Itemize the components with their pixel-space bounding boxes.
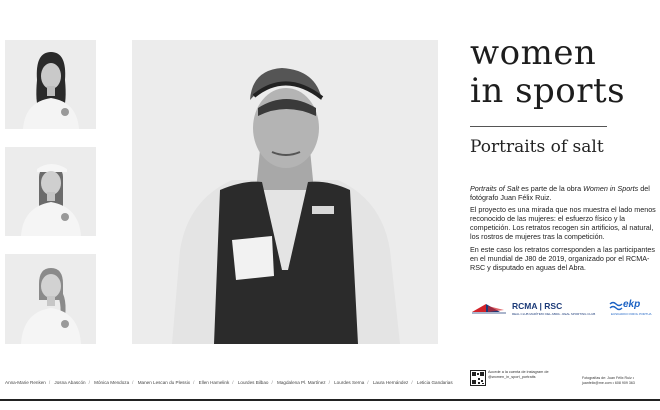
name-separator: / xyxy=(232,380,234,385)
photo-credits: Fotografías de: Juan Félix Ruiz • juanfelix@me.com • 608 909 363 xyxy=(582,376,635,385)
athlete-name: Laura Hernández xyxy=(372,380,409,385)
description-paragraph-2: El proyecto es una mirada que nos muestra el lado menos reconocido de las mujeres: el esfuerzo físico y la competición. Los retratos recogen sin artificios, al natural, los rostros de mujeres tras la competición. xyxy=(470,205,656,242)
ekp-logo-subtext: EUSKADIKO KIROL PORTUA xyxy=(611,312,652,316)
bottom-border xyxy=(0,399,660,401)
portrait-thumbnail-1 xyxy=(5,40,96,129)
description-text xyxy=(470,184,656,275)
description-paragraph-3: En este caso los retratos corresponden a las participantes en el mundial de J80 de 2019, organizado por el RCMA-RSC y disputado en aguas del Abra. xyxy=(470,244,655,272)
name-separator: / xyxy=(271,380,273,385)
name-separator: / xyxy=(48,380,51,385)
project-name: Portraits of Salt xyxy=(470,184,520,193)
qr-code-icon xyxy=(471,371,485,385)
waves-icon xyxy=(609,300,623,312)
description-paragraph-1 xyxy=(470,184,656,202)
instagram-link-text: Accede a la cuenta de instagram de @women_in_sport_portraits xyxy=(488,370,549,379)
rcma-logo-subtext: REAL CLUB MARÍTIMO DEL ABRA - REAL SPORTING CLUB xyxy=(512,312,596,316)
page-title xyxy=(470,34,650,110)
athlete-name: Josna Abascón xyxy=(54,380,86,385)
rcma-logo-text: RCMA | RSC xyxy=(512,301,563,311)
name-separator: / xyxy=(193,380,195,385)
page-subtitle: Portraits of salt xyxy=(470,137,604,157)
main-portrait-photo xyxy=(132,40,438,344)
ekp-logo xyxy=(609,298,652,318)
name-separator: / xyxy=(328,380,330,385)
work-name: Women in Sports xyxy=(583,184,639,193)
title-line-2: in sports xyxy=(470,71,626,111)
athlete-name: Magdalena Pl. Martínez xyxy=(277,380,326,385)
paragraph-1-part-b: del fotógrafo Juan Félix Ruiz. xyxy=(470,184,650,203)
athlete-names xyxy=(5,380,453,385)
name-separator: / xyxy=(411,380,413,385)
athlete-name: Manen Lescan du Plessix xyxy=(137,380,191,385)
athlete-name: Ellen Hamelink xyxy=(198,380,230,385)
paragraph-1-part-a: es parte de la obra xyxy=(519,184,584,193)
name-separator: / xyxy=(88,380,90,385)
athlete-name: Lourdes Bilbao xyxy=(237,380,269,385)
athlete-name: Mónica Mendoza xyxy=(94,380,130,385)
portrait-thumbnail-3 xyxy=(5,254,96,344)
athlete-name: Lourdes Serna xyxy=(334,380,365,385)
name-separator: / xyxy=(367,380,369,385)
title-divider xyxy=(470,126,607,127)
rcma-rsc-logo xyxy=(470,298,596,318)
athlete-name: Anna-Marie Renken xyxy=(5,380,46,385)
portrait-thumbnail-2 xyxy=(5,147,96,236)
ekp-logo-text: ekp xyxy=(623,299,641,310)
club-flags-icon xyxy=(470,298,510,318)
title-line-1: women xyxy=(470,33,597,73)
athlete-name: Leticia Gandarias xyxy=(416,380,453,385)
name-separator: / xyxy=(132,380,134,385)
instagram-qr-code[interactable] xyxy=(470,370,486,386)
